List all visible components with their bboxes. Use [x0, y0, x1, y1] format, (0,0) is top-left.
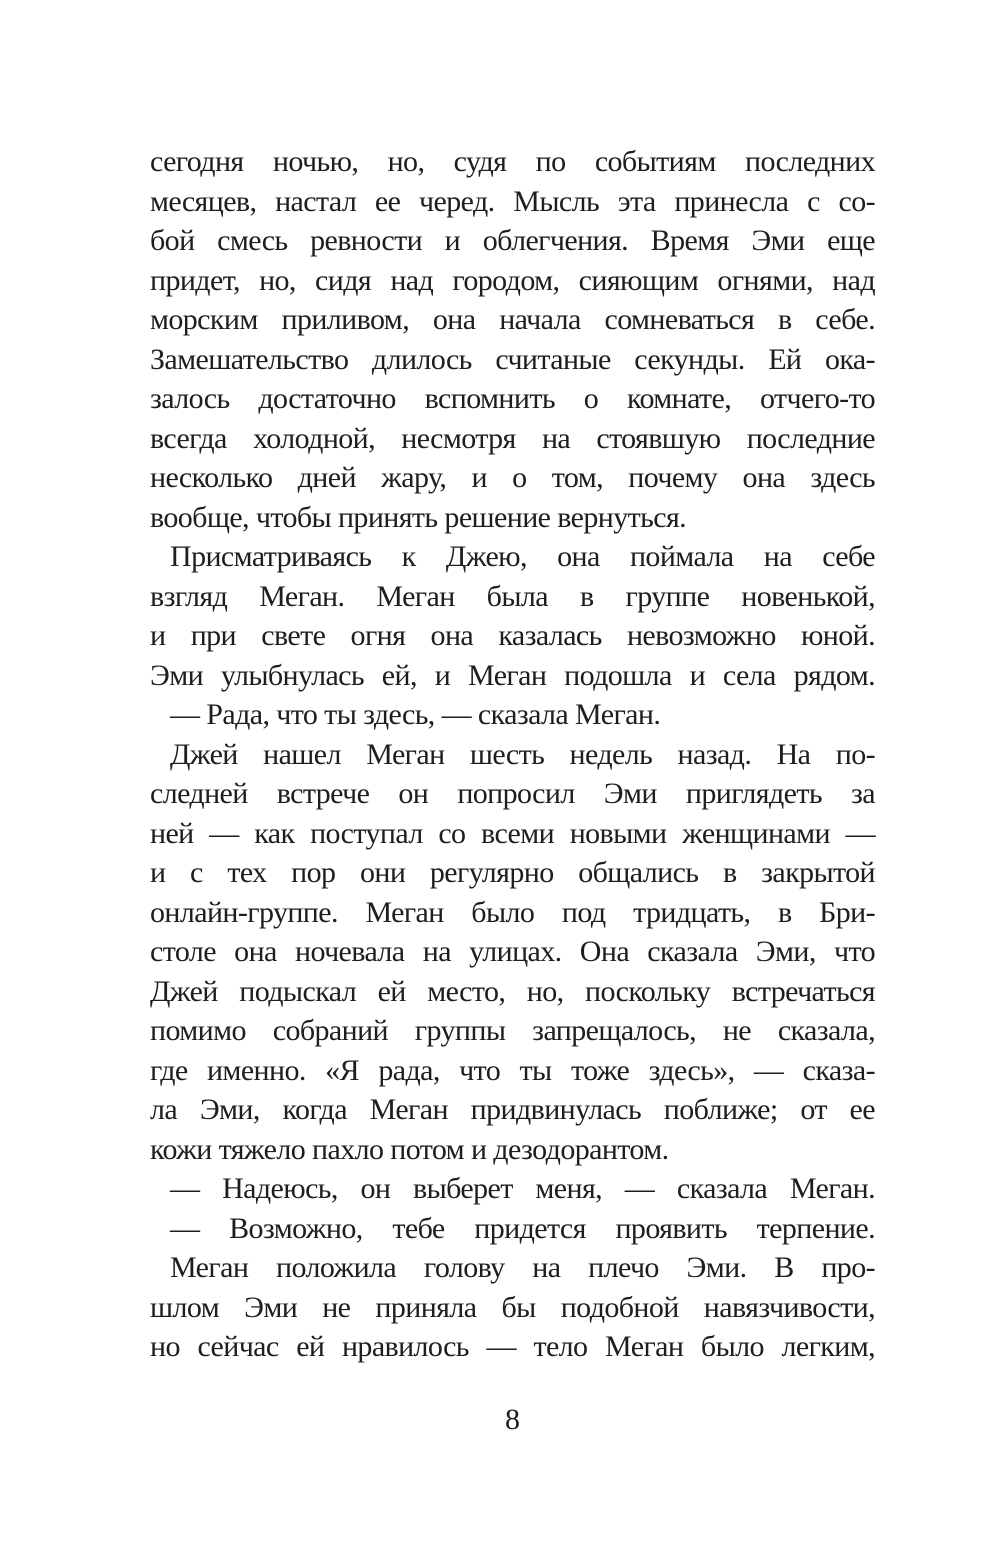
- text-line: — Надеюсь, он выберет меня, — сказала Меган.: [170, 1172, 875, 1205]
- text-line: следней встрече он попросил Эми приглядеть за: [150, 777, 875, 810]
- text-line: месяцев, настал ее черед. Мысль эта принесла с со-: [150, 184, 875, 218]
- text-line: Присматриваясь к Джею, она поймала на себе: [170, 540, 875, 573]
- text-line: вообще, чтобы принять решение вернуться.: [150, 500, 687, 534]
- text-line: несколько дней жару, и о том, почему она здесь: [150, 461, 875, 494]
- text-line: Замешательство длилось считаные секунды. Ей ока-: [150, 342, 875, 376]
- text-line: — Возможно, тебе придется проявить терпение.: [170, 1211, 875, 1245]
- text-line: залось достаточно вспомнить о комнате, отчего-то: [150, 382, 875, 415]
- text-line: бой смесь ревности и облегчения. Время Эми еще: [150, 224, 875, 257]
- text-line: ней — как поступал со всеми новыми женщинами —: [150, 816, 875, 850]
- text-line: Эми улыбнулась ей, и Меган подошла и села рядом.: [150, 658, 875, 692]
- text-line: и при свете огня она казалась невозможно юной.: [150, 619, 875, 652]
- text-line: Джей нашел Меган шесть недель назад. На по-: [170, 737, 875, 771]
- text-line: шлом Эми не приняла бы подобной навязчивости,: [150, 1290, 875, 1324]
- text-line: Меган положила голову на плечо Эми. В про-: [170, 1251, 875, 1284]
- text-line: всегда холодной, несмотря на стоявшую последние: [150, 421, 875, 455]
- text-line: ла Эми, когда Меган придвинулась поближе; от ее: [150, 1093, 875, 1126]
- text-line: придет, но, сидя над городом, сияющим огнями, над: [150, 263, 875, 297]
- text-line: и с тех пор они регулярно общались в закрытой: [150, 856, 875, 889]
- text-line: кожи тяжело пахло потом и дезодорантом.: [150, 1132, 669, 1166]
- text-line: — Рада, что ты здесь, — сказала Меган.: [170, 698, 661, 731]
- text-line: сегодня ночью, но, судя по событиям последних: [150, 145, 875, 178]
- text-line: взгляд Меган. Меган была в группе новенькой,: [150, 579, 875, 613]
- text-line: столе она ночевала на улицах. Она сказала Эми, что: [150, 935, 875, 968]
- page-number: 8: [505, 1403, 520, 1436]
- text-line: Джей подыскал ей место, но, поскольку встречаться: [150, 974, 875, 1008]
- text-line: но сейчас ей нравилось — тело Меган было легким,: [150, 1330, 875, 1363]
- text-line: онлайн-группе. Меган было под тридцать, в Бри-: [150, 895, 875, 929]
- text-line: где именно. «Я рада, что ты тоже здесь», — сказа-: [150, 1053, 875, 1087]
- text-line: морским приливом, она начала сомневаться в себе.: [150, 303, 875, 336]
- text-line: помимо собраний группы запрещалось, не сказала,: [150, 1014, 875, 1047]
- body-text: [150, 142, 875, 1367]
